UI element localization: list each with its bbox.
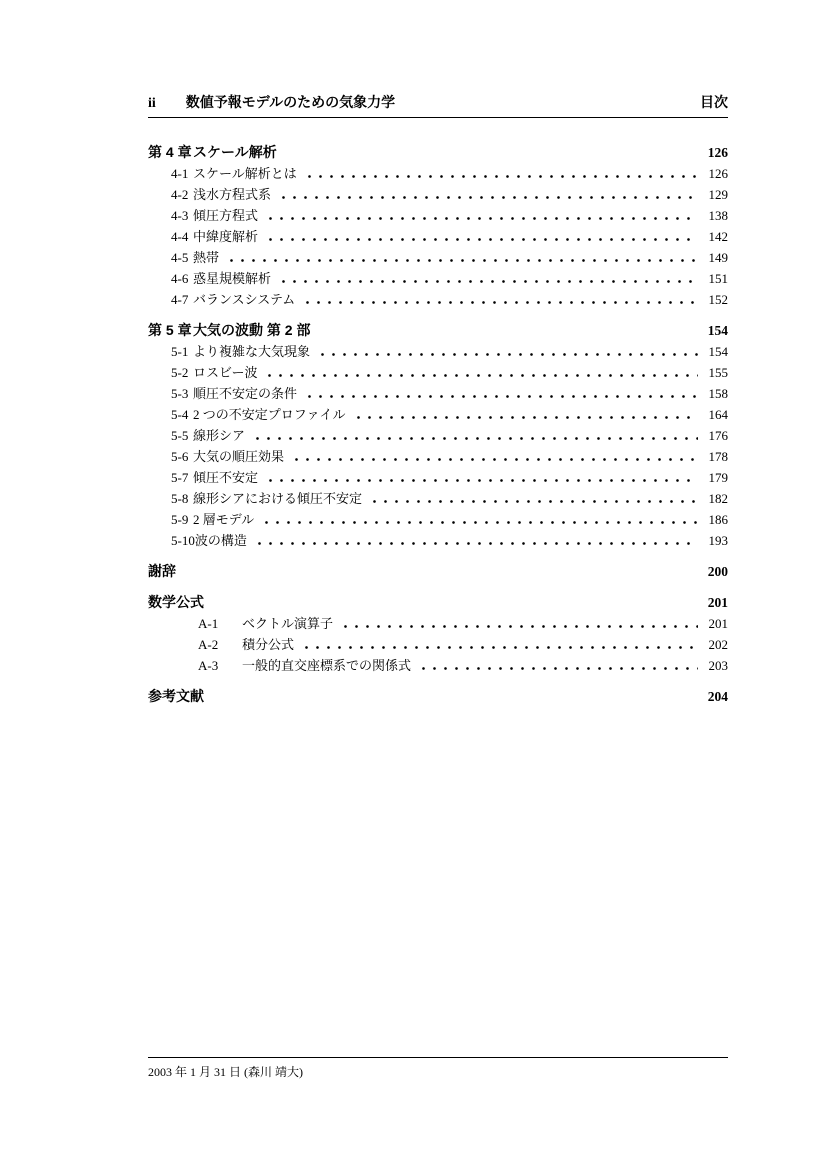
toc-entry-number: 5-8 (171, 491, 189, 506)
toc-entry-section-14 (148, 446, 728, 467)
dot-leader (315, 332, 698, 335)
toc-entry-section-2 (148, 184, 728, 205)
toc-entry-title: 傾圧不安定 (193, 470, 259, 485)
toc-entry-number: A-3 (198, 658, 219, 673)
dot-leader (282, 154, 698, 157)
toc-entry-number: 5-1 (171, 344, 189, 359)
dot-leader (262, 374, 698, 377)
toc-entry-number: 4-5 (171, 250, 189, 265)
toc-entry-page-number: 154 (707, 323, 728, 338)
toc-entry-chapter-0 (148, 142, 728, 163)
toc-entry-title: スケール解析とは (193, 166, 297, 181)
toc-entry-page-number: 200 (707, 564, 728, 579)
toc-entry-page-number: 201 (708, 616, 728, 631)
toc-entry-section-11 (148, 383, 728, 404)
toc-entry-title: 参考文献 (148, 688, 204, 704)
toc-entry-page-number: 154 (708, 344, 728, 359)
toc-entry-number: 5-7 (171, 470, 189, 485)
header-document-title: 数値予報モデルのための気象力学 (185, 94, 396, 110)
table-of-contents (148, 132, 728, 707)
toc-entry-section-3 (148, 205, 728, 226)
toc-entry-title: より複雑な大気現象 (193, 344, 311, 359)
toc-entry-page-number: 149 (708, 250, 728, 265)
toc-entry-number: 4-6 (171, 271, 189, 286)
toc-entry-number: 4-1 (171, 166, 189, 181)
toc-entry-section-16 (148, 488, 728, 509)
dot-leader (299, 646, 698, 649)
toc-entry-page-number: 138 (708, 208, 728, 223)
toc-entry-title: 惑星規模解析 (193, 271, 272, 286)
toc-entry-title: 一般的直交座標系での関係式 (242, 658, 412, 673)
toc-entry-page-number: 201 (707, 595, 728, 610)
dot-leader (302, 395, 698, 398)
dot-leader (289, 458, 698, 461)
toc-entry-appendix-22 (148, 634, 728, 655)
dot-leader (300, 301, 698, 304)
toc-entry-number: 5-6 (171, 449, 189, 464)
header-section-title: 目次 (700, 94, 728, 110)
toc-entry-number: 5-10 (171, 533, 195, 548)
toc-entry-page-number: 126 (707, 145, 728, 160)
dot-leader (252, 542, 698, 545)
toc-entry-title: 謝辞 (148, 563, 176, 579)
dot-leader (416, 667, 698, 670)
toc-entry-page-number: 126 (708, 166, 728, 181)
toc-entry-title: ベクトル演算子 (242, 616, 334, 631)
toc-entry-page-number: 202 (708, 637, 728, 652)
toc-entry-number: 5-2 (171, 365, 189, 380)
toc-entry-page-number: 193 (708, 533, 728, 548)
toc-entry-part-19 (148, 561, 728, 582)
toc-entry-title: ロスビー波 (193, 365, 258, 380)
toc-entry-title: 線形シアにおける傾圧不安定 (193, 491, 363, 506)
toc-entry-page-number: 178 (708, 449, 728, 464)
toc-entry-title: 中緯度解析 (193, 229, 259, 244)
toc-entry-section-1 (148, 163, 728, 184)
dot-leader (224, 259, 698, 262)
toc-entry-section-13 (148, 425, 728, 446)
toc-entry-section-10 (148, 362, 728, 383)
header-page-number: ii (148, 96, 156, 111)
toc-entry-section-15 (148, 467, 728, 488)
toc-entry-page-number: 204 (707, 689, 728, 704)
toc-entry-part-24 (148, 686, 728, 707)
toc-entry-title: 大気の波動 第 2 部 (193, 322, 311, 338)
toc-entry-page-number: 129 (708, 187, 728, 202)
toc-entry-number: A-2 (198, 637, 219, 652)
toc-entry-number: 第 4 章 (148, 144, 192, 160)
toc-entry-title: スケール解析 (193, 144, 277, 160)
dot-leader (276, 196, 698, 199)
toc-entry-number: 5-9 (171, 512, 189, 527)
dot-leader (209, 698, 698, 701)
dot-leader (351, 416, 699, 419)
toc-entry-title: 大気の順圧効果 (193, 449, 285, 464)
dot-leader (263, 479, 698, 482)
toc-entry-title: 熱帯 (193, 250, 220, 265)
toc-entry-number: 5-4 (171, 407, 189, 422)
toc-entry-appendix-21 (148, 613, 728, 634)
toc-entry-title: 波の構造 (194, 533, 247, 548)
dot-leader (250, 437, 698, 440)
dot-leader (338, 625, 698, 628)
toc-entry-number: 5-3 (171, 386, 189, 401)
toc-entry-page-number: 176 (708, 428, 728, 443)
toc-entry-number: 4-3 (171, 208, 189, 223)
toc-entry-number: A-1 (198, 616, 219, 631)
toc-entry-number: 4-4 (171, 229, 189, 244)
toc-entry-page-number: 186 (708, 512, 728, 527)
toc-entry-number: 4-7 (171, 292, 189, 307)
toc-entry-page-number: 164 (708, 407, 728, 422)
toc-entry-number: 5-5 (171, 428, 189, 443)
dot-leader (276, 280, 698, 283)
toc-entry-title: 数学公式 (148, 594, 204, 610)
toc-entry-title: バランスシステム (193, 292, 296, 307)
toc-entry-page-number: 142 (708, 229, 728, 244)
toc-entry-appendix-23 (148, 655, 728, 676)
dot-leader (302, 175, 698, 178)
dot-leader (263, 238, 698, 241)
toc-entry-section-18 (148, 530, 728, 551)
toc-entry-page-number: 182 (708, 491, 728, 506)
dot-leader (263, 217, 698, 220)
toc-entry-section-5 (148, 247, 728, 268)
toc-entry-page-number: 203 (708, 658, 728, 673)
dot-leader (367, 500, 698, 503)
toc-entry-page-number: 151 (708, 271, 728, 286)
toc-entry-chapter-8 (148, 320, 728, 341)
toc-entry-page-number: 152 (708, 292, 728, 307)
toc-entry-number: 第 5 章 (148, 322, 192, 338)
footer-date-author: 2003 年 1 月 31 日 (森川 靖大) (148, 1065, 303, 1079)
toc-entry-section-17 (148, 509, 728, 530)
toc-entry-section-6 (148, 268, 728, 289)
toc-entry-title: 浅水方程式系 (193, 187, 272, 202)
toc-entry-title: 順圧不安定の条件 (193, 386, 298, 401)
dot-leader (209, 604, 698, 607)
toc-entry-title: 2 つの不安定プロファイル (193, 407, 346, 422)
toc-entry-section-9 (148, 341, 728, 362)
dot-leader (181, 573, 698, 576)
toc-entry-title: 線形シア (193, 428, 246, 443)
page-footer (148, 1057, 728, 1080)
toc-entry-title: 積分公式 (242, 637, 295, 652)
toc-entry-page-number: 179 (708, 470, 728, 485)
toc-entry-title: 傾圧方程式 (193, 208, 259, 223)
toc-entry-page-number: 155 (708, 365, 728, 380)
toc-entry-title: 2 層モデル (193, 512, 255, 527)
page-header (148, 92, 728, 118)
dot-leader (259, 521, 698, 524)
toc-entry-number: 4-2 (171, 187, 189, 202)
toc-entry-section-12 (148, 404, 728, 425)
toc-entry-part-20 (148, 592, 728, 613)
toc-entry-page-number: 158 (708, 386, 728, 401)
toc-entry-section-4 (148, 226, 728, 247)
dot-leader (315, 353, 698, 356)
toc-entry-section-7 (148, 289, 728, 310)
